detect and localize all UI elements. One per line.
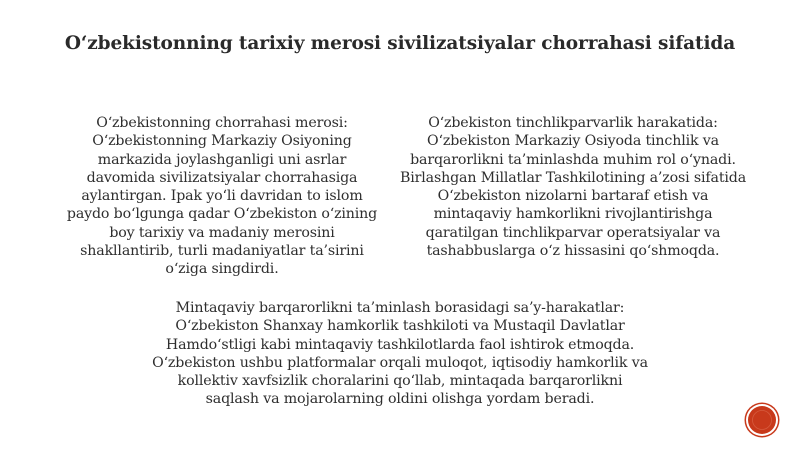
left-text-line: shakllantirib, turli madaniyatlar ta’sirini (80, 243, 364, 260)
right-text-line: mintaqaviy hamkorlikni rivojlantirishga (433, 206, 713, 223)
left-text-line: paydo bo‘lgunga qadar O‘zbekiston o‘zining (66, 206, 378, 223)
left-text-line: O‘zbekistonning Markaziy Osiyoning (92, 133, 352, 150)
left-text-line: O‘zbekistonning chorrahasi merosi: (96, 115, 348, 131)
left-text-block (40, 114, 404, 279)
right-text-line: qaratilgan tinchlikparvar operatsiyalar va (425, 224, 721, 241)
left-text-line: o‘ziga singdirdi. (165, 261, 279, 278)
right-text-line: O‘zbekiston nizolarni bartaraf etish va (437, 188, 709, 205)
bottom-text-line: O‘zbekiston ushbu platformalar orqali muloqot, iqtisodiy hamkorlik va (152, 354, 648, 371)
slide-title: O‘zbekistonning tarixiy merosi sivilizatsiyalar chorrahasi sifatida (64, 33, 736, 54)
right-text-line: Birlashgan Millatlar Tashkilotining a’zosi sifatida (400, 169, 746, 186)
slide-nav-button[interactable] (748, 406, 776, 434)
bottom-text-line: saqlash va mojarolarning oldini olishga yordam beradi. (205, 391, 595, 408)
right-text-line: O‘zbekiston tinchlikparvarlik harakatida: (428, 115, 718, 131)
left-text-line: markazida joylashganligi uni asrlar (97, 151, 347, 168)
right-text-line: tashabbuslarga o‘z hissasini qo‘shmoqda. (426, 243, 720, 260)
bottom-text-line: O‘zbekiston Shanxay hamkorlik tashkiloti va Mustaqil Davlatlar (175, 318, 625, 335)
circle-nav-icon (748, 406, 776, 434)
right-text-line: barqarorlikni ta’minlashda muhim rol o‘ynadi. (410, 151, 736, 168)
right-text-line: O‘zbekiston Markaziy Osiyoda tinchlik va (427, 133, 719, 150)
left-text-line: boy tarixiy va madaniy merosini (109, 224, 335, 241)
bottom-text-block (110, 299, 690, 409)
bottom-text-line: Hamdo‘stligi kabi mintaqaviy tashkilotlarda faol ishtirok etmoqda. (165, 336, 635, 353)
bottom-text-line: kollektiv xavfsizlik choralarini qo‘llab, mintaqada barqarorlikni (177, 373, 623, 390)
bottom-text-line: Mintaqaviy barqarorlikni ta’minlash borasidagi sa’y-harakatlar: (175, 300, 625, 316)
left-text-line: davomida sivilizatsiyalar chorrahasiga (86, 169, 358, 186)
left-text-line: aylantirgan. Ipak yo‘li davridan to islom (81, 188, 363, 205)
right-text-block (398, 114, 748, 260)
